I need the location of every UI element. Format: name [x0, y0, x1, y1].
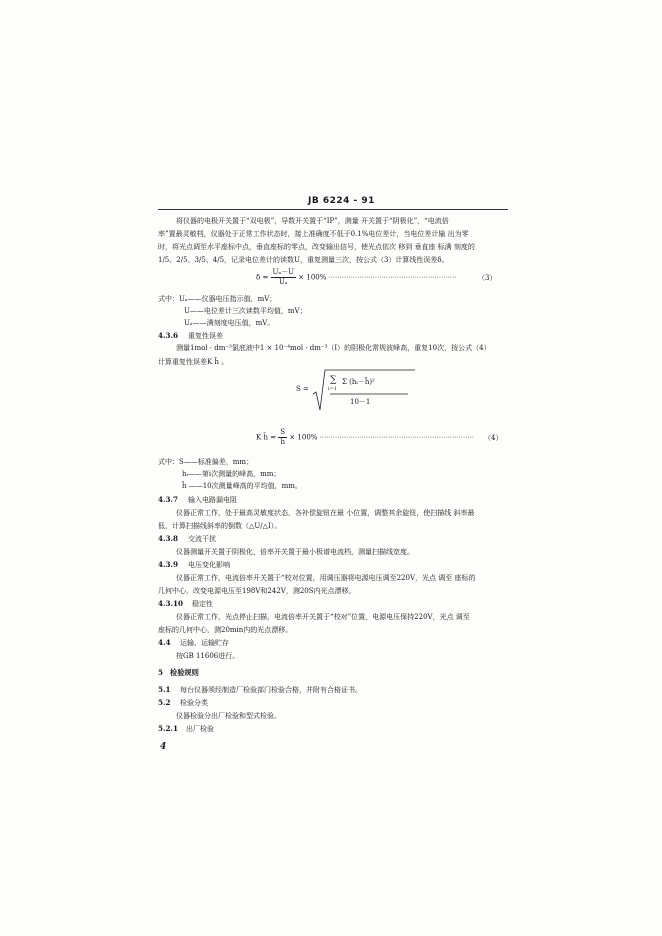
- sigma-lower-limit: i=1: [328, 386, 337, 392]
- section-5-2-1-number: 5.2.1: [158, 724, 179, 733]
- para4310-line-2: 座标的几何中心，测20min内的光点漂移。: [158, 626, 293, 634]
- para438-line-1: 仪器测量开关置于阴极化，倍率开关置于最小极谱电流档，测量扫描线宽度。: [176, 548, 414, 556]
- para4310-line-1: 仪器正常工作，光点停止扫描，电流倍率开关置于“校对”位置，电源电压保持220V，光点 调至: [176, 613, 470, 621]
- def3-line-3: Uₐ——满刻度电压值，mV。: [184, 319, 275, 327]
- section-5-1-text: 每台仪器须经制造厂检验部门检验合格，并附有合格证书。: [180, 686, 362, 694]
- page-number: 4: [160, 742, 167, 752]
- section-4-3-9-number: 4.3.9: [158, 560, 179, 569]
- section-5-number: 5: [158, 668, 164, 677]
- formula-4-tag: （4）: [484, 434, 503, 442]
- def4-line-1: 式中：S——标准偏差，mm；: [158, 458, 254, 466]
- header-rule: [158, 209, 508, 210]
- def3-line-1: 式中：Uₐ——仪器电压指示值，mV；: [158, 295, 277, 303]
- section-4-3-7-number: 4.3.7: [158, 495, 179, 504]
- section-5-2-1-title: 出厂检验: [186, 725, 214, 733]
- leader-dots: ··························································: [328, 274, 457, 282]
- section-5-2-number: 5.2: [158, 698, 171, 707]
- section-4-3-9-title: 电压变化影响: [188, 561, 230, 569]
- def3-line-2: U——电位差计三次读数平均值，mV；: [184, 307, 307, 315]
- section-4-3-8-title: 交流干扰: [188, 535, 216, 543]
- formula-s-denominator: 10－1: [350, 398, 371, 406]
- para44-line-1: 按GB 11606进行。: [176, 652, 240, 660]
- intro-line-3: 时，将光点调至水平座标中点，垂直座标的零点，改变输出信号，使光点依次 移到 垂直座 标满 刻度的: [158, 243, 475, 251]
- para436-line-2: 计算重复性误差K h̄ 。: [158, 358, 229, 366]
- section-4-4-title: 运输、运输贮存: [180, 639, 229, 647]
- document-id-header: JB 6224 - 91: [308, 196, 375, 206]
- formula-3-denominator: Uₐ: [278, 278, 288, 286]
- para436-line-1: 测量1mol · dm⁻³氯底液中1 × 10⁻⁴mol · dm⁻³（Ⅰ）的阴极化常规波峰高，重复10次，按公式（4）: [176, 344, 491, 352]
- sigma-symbol: ∑: [330, 375, 337, 385]
- section-5-title: 检验规则: [170, 668, 199, 677]
- formula-3-fraction: [271, 268, 297, 287]
- formula-4-tail: × 100%: [289, 433, 318, 442]
- formula-3-numerator: Uₐ－U: [272, 268, 295, 276]
- section-4-3-7-title: 输入电路漏电阻: [188, 496, 237, 504]
- formula-3-tail: × 100%: [298, 273, 327, 282]
- formula-4-fraction: [278, 428, 287, 447]
- formula-3-tag: （3）: [478, 274, 497, 282]
- section-4-3-8-number: 4.3.8: [158, 534, 179, 543]
- section-4-3-10-title: 稳定性: [192, 600, 213, 608]
- formula-s-numerator: Σ (hᵢ－h̄)²: [342, 378, 375, 386]
- intro-line-2: 率”置最灵敏档，仪器处于正常工作状态时，接上准确度不低于0.1%电位差计，当电位差计输 出为零: [158, 230, 469, 238]
- intro-line-1: 将仪器的电极开关置于“双电极”，导数开关置于“IP”，测量 开关置于“阴极化”，“电流倍: [176, 217, 449, 225]
- leader-dots: ······································································: [319, 434, 475, 442]
- para437-line-1: 仪器正常工作，处于最高灵敏度状态，各补偿旋钮在最 小位置，调整其余旋钮，使扫描线 斜率最: [176, 509, 475, 517]
- def4-line-3: h̄ ——10次测量峰高的平均值，mm。: [182, 482, 302, 490]
- section-4-3-6-number: 4.3.6: [158, 331, 179, 340]
- section-4-4-number: 4.4: [158, 638, 171, 647]
- section-5-1-number: 5.1: [158, 685, 171, 694]
- para439-line-2: 几何中心，改变电源电压至198V和242V，测20S内光点漂移。: [158, 587, 356, 595]
- section-5-2-title: 检验分类: [180, 699, 208, 707]
- para52-line-1: 仪器检验分出厂检验和型式检验。: [176, 712, 281, 720]
- intro-line-4: 1/5、2/5、3/5、4/5，记录电位差计的读数U，重复测量三次，按公式（3）计算线性误差δ。: [158, 256, 449, 264]
- section-4-3-10-number: 4.3.10: [158, 599, 184, 608]
- formula-3-lhs: δ =: [256, 273, 269, 282]
- def4-line-2: hᵢ——第i次测量的峰高，mm；: [182, 470, 281, 478]
- formula-s-lhs: S =: [296, 385, 309, 393]
- formula-3: [256, 268, 457, 288]
- formula-4-lhs: K h̄ =: [256, 433, 277, 442]
- section-4-3-6-title: 重复性误差: [188, 332, 223, 340]
- formula-4: [256, 428, 474, 448]
- para439-line-1: 仪器正常工作，电流倍率开关置于“校对位置，用调压器将电源电压调至220V，光点 调至 座标的: [176, 574, 476, 582]
- para437-line-2: 低，计算扫描线斜率的倒数（△U/△I）。: [158, 522, 282, 530]
- formula-4-numerator: S: [280, 428, 286, 436]
- formula-4-denominator: h̄: [280, 438, 285, 446]
